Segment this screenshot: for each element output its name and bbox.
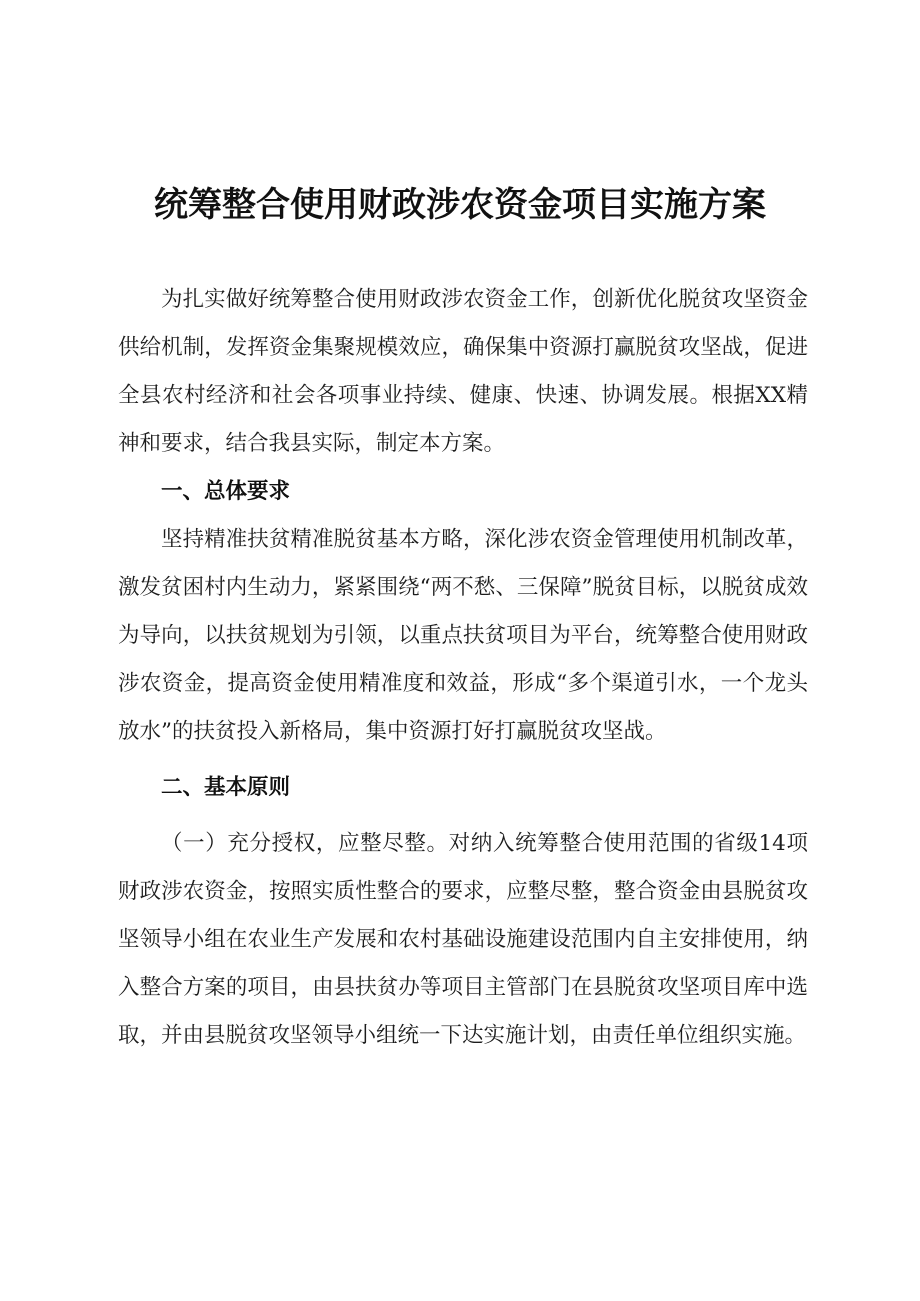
page-title: 统筹整合使用财政涉农资金项目实施方案 xyxy=(154,185,766,225)
intro-paragraph: 为扎实做好统筹整合使用财政涉农资金工作，创新优化脱贫攻坚资金供给机制，发挥资金集聚规模效应，确保集中资源打赢脱贫攻坚战，促进全县农村经济和社会各项事业持续、健康、快速、协调发展。根据XX精神和要求，结合我县实际，制定本方案。 xyxy=(118,287,808,456)
section-heading-general-requirements: 一、总体要求 xyxy=(161,479,291,504)
general-requirements-paragraph: 坚持精准扶贫精准脱贫基本方略，深化涉农资金管理使用机制改革，激发贫困村内生动力，紧紧围绕“两不愁、三保障”脱贫目标，以脱贫成效为导向，以扶贫规划为引领，以重点扶贫项目为平台，统筹整合使用财政涉农资金，提高资金使用精准度和效益，形成“多个渠道引水，一个龙头放水”的扶贫投入新格局，集中资源打好打赢脱贫攻坚战。 xyxy=(118,527,808,744)
section-heading-basic-principles: 二、基本原则 xyxy=(161,775,291,800)
document-body xyxy=(118,276,808,1060)
basic-principles-paragraph: （一）充分授权，应整尽整。对纳入统筹整合使用范围的省级14项财政涉农资金，按照实质性整合的要求，应整尽整，整合资金由县脱贫攻坚领导小组在农业生产发展和农村基础设施建设范围内自主安排使用，纳入整合方案的项目，由县扶贫办等项目主管部门在县脱贫攻坚项目库中选取，并由县脱贫攻坚领导小组统一下达实施计划，由责任单位组织实施。 xyxy=(118,831,808,1048)
